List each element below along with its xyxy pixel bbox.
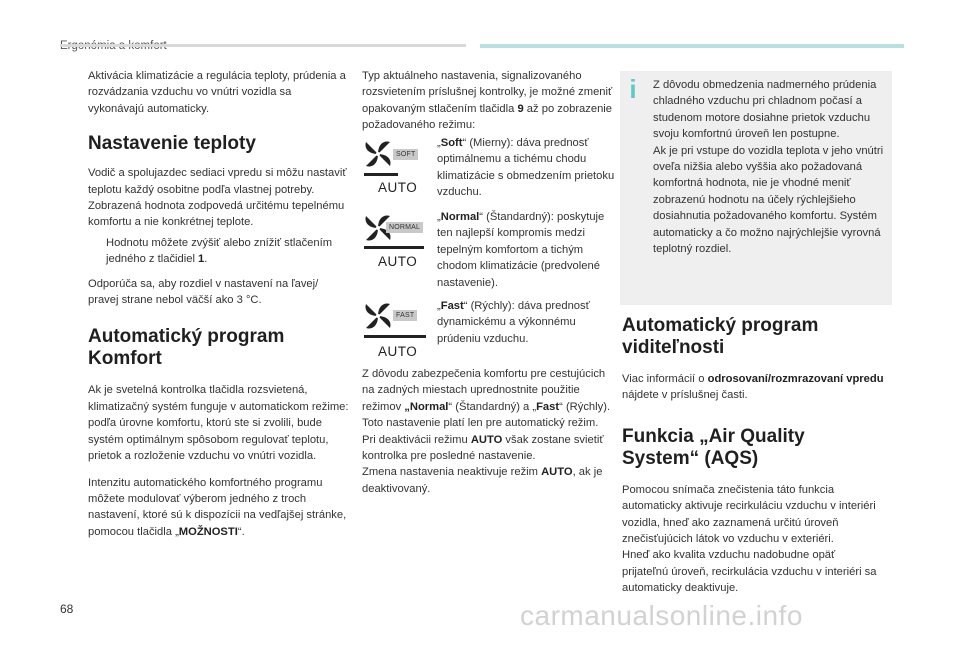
level-bar-fast [364, 335, 426, 338]
watermark: carmanualsonline.info [520, 600, 803, 631]
auto-label-soft: AUTO [378, 180, 418, 195]
header-rule [60, 44, 466, 47]
mode-intro: Typ aktuálneho nastavenia, signalizovaného rozsvietením príslušnej kontrolky, je možné zmeniť opakovaným stlačením tlačidla 9 až po zobrazenie požadovaného režimu: [362, 70, 613, 132]
bullet-text: Hodnotu môžete zvýšiť alebo znížiť stlačením jedného z tlačidiel 1. [106, 236, 333, 266]
mode-tag-fast: FAST [393, 310, 417, 321]
info-icon: i [629, 74, 637, 104]
auto-label-normal: AUTO [378, 254, 418, 269]
level-bar-soft [364, 173, 398, 176]
comfort-paragraph-2: Intenzitu automatického komfortného programu môžete modulovať výberom jedného z troch nastavení, ktoré sú k dispozícii na vedľajšej stránke, pomocou tlačidla „MOŽNOSTI“. [88, 476, 347, 538]
mode-desc-fast: „Fast“ (Rýchly): dáva prednosť dynamickému a výkonnému prúdeniu vzduchu. [437, 300, 590, 345]
info-text [653, 77, 887, 257]
mode-desc-normal: „Normal“ (Štandardný): poskytuje ten najlepší kompromis medzi tepelným komfortom a tichým chodom klimatizácie (predvolené nastavenie). [437, 211, 605, 289]
column-3-lower [622, 315, 884, 597]
bullet-item [88, 235, 350, 268]
mode-tag-normal: NORMAL [386, 222, 423, 233]
heading-aqs: Funkcia „Air Quality System“ (AQS) [622, 425, 805, 469]
mode-tag-soft: SOFT [393, 149, 418, 160]
comfort-paragraph-1: Ak je svetelná kontrolka tlačidla rozsvietená, klimatizačný systém funguje v automatickom režime: podľa úrovne komfortu, ktorú ste si zvolili, bude systém optimálnym spôsobom regulovať teplotu, prietok a rozloženie vzduchu vo vnútri vozidla. [88, 384, 349, 463]
temp-text-a: Vodič a spolujazdec sediaci vpredu si môžu nastaviť teplotu každý osobitne podľa vlastnej potreby. [88, 167, 347, 196]
column-2-intro [362, 68, 614, 142]
heading-temperature: Nastavenie teploty [88, 133, 256, 155]
header-accent-rule [480, 44, 904, 48]
intro-paragraph: Aktivácia klimatizácie a regulácia teploty, prúdenia a rozvádzania vzduchu vo vnútri vozidla sa vykonávajú automaticky. [88, 70, 346, 115]
mode-desc-soft: „Soft“ (Mierny): dáva prednosť optimálnemu a tichému chodu klimatizácie s obmedzením prietoku vzduchu. [437, 137, 615, 199]
temp-paragraph-2: Odporúča sa, aby rozdiel v nastavení na ľavej/ pravej strane nebol väčší ako 3 °C. [88, 277, 319, 307]
aqs-paragraph: Pomocou snímača znečistenia táto funkcia automaticky aktivuje recirkuláciu vzduchu v interiéri vozidla, hneď ako zaznamená určitú úroveň znečisťujúcich látok vo vzduchu v exteriéri. Hneď ako kvalita vzduchu nadobudne opäť prijateľnú úroveň, recirkulácia vzduchu v interiéri sa automaticky deaktivuje. [622, 483, 877, 595]
page-number: 68 [60, 602, 74, 616]
column-2-safety [362, 366, 616, 497]
bullet-icon [88, 235, 98, 268]
temp-paragraph-1 [88, 165, 350, 231]
heading-comfort: Automatický program Komfort [88, 326, 285, 370]
column-1 [88, 68, 350, 548]
safety-paragraph: Z dôvodu zabezpečenia komfortu pre cestujúcich na zadných miestach uprednostnite použitie režimov „Normal“ (Štandardný) a „Fast“ (Rýchly). Toto nastavenie platí len pre automatický režim. Pri deaktivácii režimu AUTO však zostane svietiť kontrolka pre posledné nastavenie. Zmena nastavenia neaktivuje režim AUTO, ak je deaktivovaný. [362, 368, 611, 495]
temp-text-b: Zobrazená hodnota zodpovedá určitému tepelnému komfortu a nie konkrétnej teplote. [88, 200, 345, 229]
heading-visibility: Automatický program viditeľnosti [622, 315, 819, 358]
info-paragraph-1: Z dôvodu obmedzenia nadmerného prúdenia chladného vzduchu pri chladnom počasí a studenom motore dosiahne prietok vzduchu svoju komfortnú úroveň len postupne. [653, 79, 877, 141]
level-bar-normal [364, 246, 424, 249]
info-paragraph-2: Ak je pri vstupe do vozidla teplota v jeho vnútri oveľa nižšia alebo vyššia ako požadovaná komfortná hodnota, nie je vhodné meniť zobrazenú hodnotu na účely rýchlejšieho dosiahnutia požadovaného komfortu. Systém automaticky a čo možno najrýchlejšie vyrovná teplotný rozdiel. [653, 144, 884, 256]
auto-label-fast: AUTO [378, 344, 418, 359]
visibility-paragraph: Viac informácií o odrosovaní/rozmrazovaní vpredu nájdete v príslušnej časti. [622, 373, 884, 402]
